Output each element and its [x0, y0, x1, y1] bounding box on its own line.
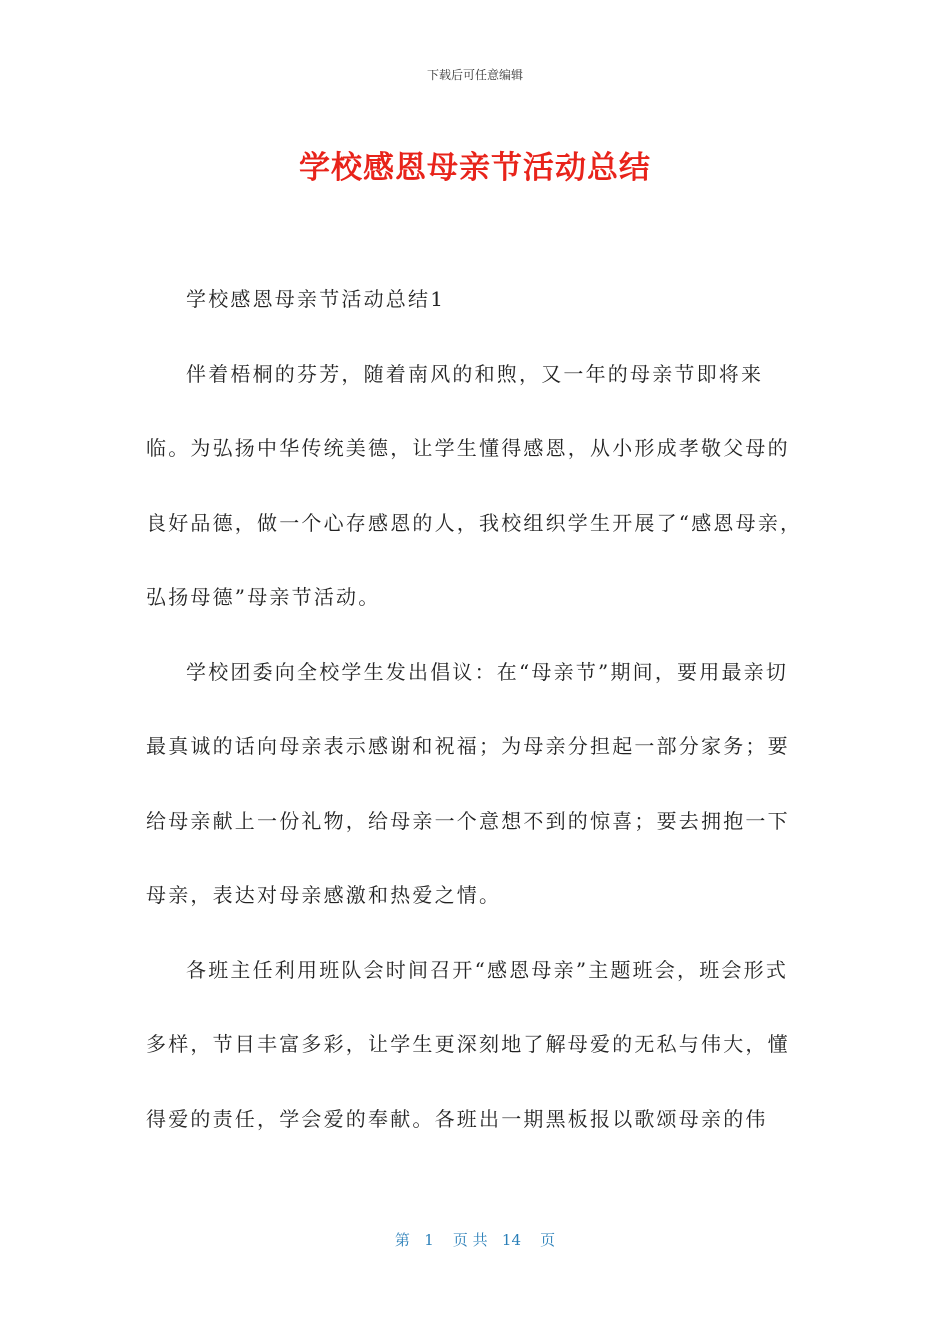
document-title: 学校感恩母亲节活动总结: [299, 150, 651, 186]
paragraph: 各班主任利用班队会时间召开“感恩母亲”主题班会，班会形式多样，节目丰富多彩，让学生更深刻地了解母爱的无私与伟大，懂得爱的责任，学会爱的奉献。各班出一期黑板报以歌颂母亲的伟: [146, 957, 790, 1131]
paragraph: 伴着梧桐的芬芳，随着南风的和煦，又一年的母亲节即将来临。为弘扬中华传统美德，让学生懂得感恩，从小形成孝敬父母的良好品德，做一个心存感恩的人，我校组织学生开展了“感恩母亲，弘扬母德”母亲节活动。: [146, 361, 803, 609]
page-footer: 第 1 页 共 14 页: [394, 1231, 556, 1249]
header-note: 下载后可任意编辑: [426, 68, 523, 82]
paragraph: 学校团委向全校学生发出倡议：在“母亲节”期间，要用最亲切最真诚的话向母亲表示感谢和祝福；为母亲分担起一部分家务；要给母亲献上一份礼物，给母亲一个意想不到的惊喜；要去拥抱一下母亲，表达对母亲感激和热爱之情。: [146, 659, 790, 907]
paragraph-subtitle: 学校感恩母亲节活动总结1: [186, 287, 446, 311]
document-body: [146, 262, 806, 1156]
